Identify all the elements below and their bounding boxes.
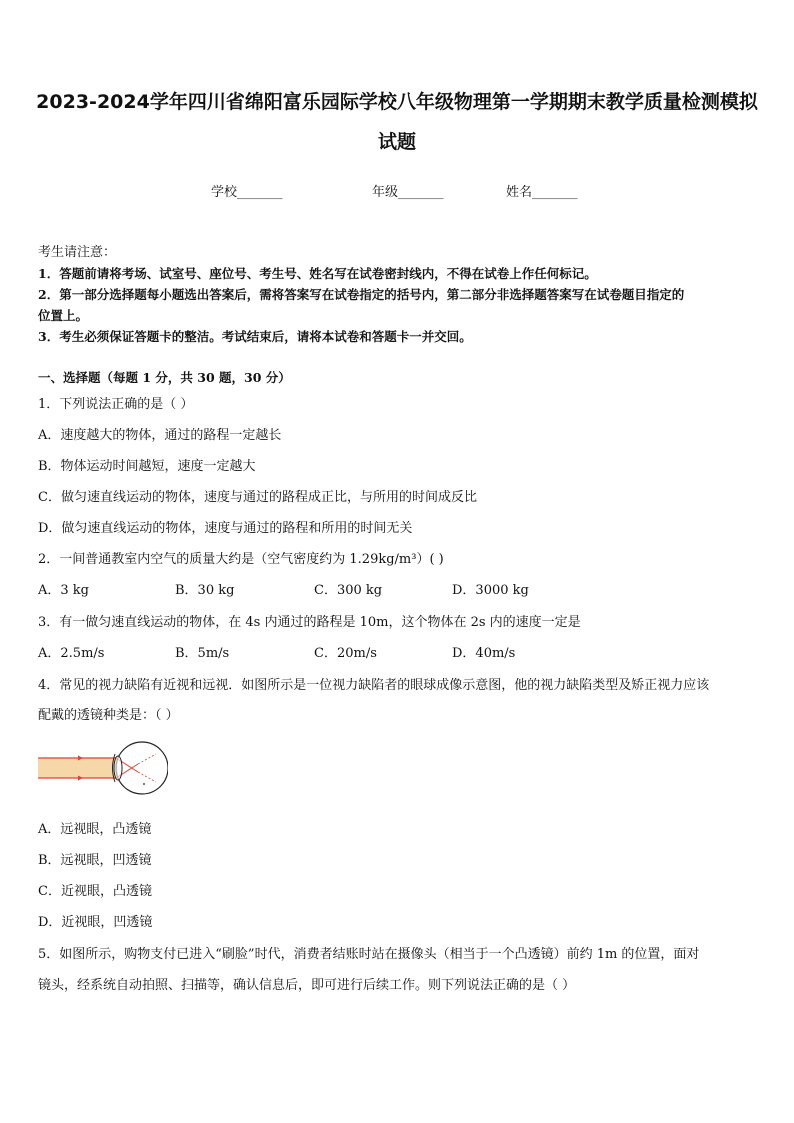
grade-field[interactable]: 年级_______ — [372, 185, 444, 200]
q3-option-d[interactable]: D．40m/s — [452, 646, 516, 661]
eye-lens — [114, 756, 122, 780]
eyeball-outline — [116, 742, 168, 794]
eye-imaging-diagram — [38, 736, 168, 808]
diverging-ray-2 — [138, 754, 156, 764]
q1-stem: 1．下列说法正确的是（ ） — [38, 397, 194, 412]
q4-option-c[interactable]: C．近视眼，凸透镜 — [38, 884, 152, 899]
q4-option-b[interactable]: B．远视眼，凹透镜 — [38, 853, 152, 868]
q5-stem-line2: 镜头，经系统自动拍照、扫描等，确认信息后，即可进行后续工作。则下列说法正确的是（ ） — [38, 978, 576, 993]
q2-option-b[interactable]: B．30 kg — [175, 583, 235, 598]
light-beam — [38, 758, 118, 778]
notice-item-2-line2: 位置上。 — [38, 308, 89, 323]
q4-option-a[interactable]: A．远视眼，凸透镜 — [38, 822, 152, 837]
q3-options — [38, 644, 738, 664]
exam-title-line1: 2023-2024学年四川省绵阳富乐园际学校八年级物理第一学期期末教学质量检测模拟 — [36, 91, 758, 113]
retina-mark — [143, 783, 145, 785]
school-field[interactable]: 学校_______ — [211, 185, 283, 200]
q2-stem: 2．一间普通教室内空气的质量大约是（空气密度约为 1.29kg/m³）( ) — [38, 552, 444, 567]
q2-option-d[interactable]: D．3000 kg — [452, 583, 529, 598]
notice-item-1: 1．答题前请将考场、试室号、座位号、考生号、姓名写在试卷密封线内，不得在试卷上作任何标记。 — [38, 266, 597, 281]
q3-option-a[interactable]: A．2.5m/s — [38, 646, 105, 661]
q1-option-c[interactable]: C．做匀速直线运动的物体，速度与通过的路程成正比，与所用的时间成反比 — [38, 490, 477, 505]
q4-stem-line2: 配戴的透镜种类是：（ ） — [38, 708, 179, 723]
notice-heading: 考生请注意： — [38, 245, 117, 260]
diverging-ray-1 — [138, 772, 156, 782]
q2-options — [38, 581, 738, 601]
q3-option-c[interactable]: C．20m/s — [314, 646, 377, 661]
section-heading: 一、选择题（每题 1 分，共 30 题，30 分） — [38, 370, 291, 385]
q3-option-b[interactable]: B．5m/s — [175, 646, 230, 661]
q3-stem: 3．有一做匀速直线运动的物体，在 4s 内通过的路程是 10m，这个物体在 2s 内的速度一定是 — [38, 615, 581, 630]
notice-item-2-line1: 2．第一部分选择题每小题选出答案后，需将答案写在试卷指定的括号内，第二部分非选择题答案写在试卷题目指定的 — [38, 287, 685, 302]
q1-option-a[interactable]: A．速度越大的物体，通过的路程一定越长 — [38, 428, 282, 443]
exam-title-line2: 试题 — [377, 131, 416, 153]
q4-stem-line1: 4．常见的视力缺陷有近视和远视．如图所示是一位视力缺陷者的眼球成像示意图，他的视力缺陷类型及矫正视力应该 — [38, 678, 710, 693]
q2-option-a[interactable]: A．3 kg — [38, 583, 89, 598]
q4-option-d[interactable]: D．近视眼，凹透镜 — [38, 915, 153, 930]
name-field[interactable]: 姓名_______ — [506, 185, 578, 200]
notice-item-3: 3．考生必须保证答题卡的整洁。考试结束后，请将本试卷和答题卡一并交回。 — [38, 329, 472, 344]
q1-option-d[interactable]: D．做匀速直线运动的物体，速度与通过的路程和所用的时间无关 — [38, 521, 413, 536]
q1-option-b[interactable]: B．物体运动时间越短，速度一定越大 — [38, 459, 256, 474]
q2-option-c[interactable]: C．300 kg — [314, 583, 383, 598]
q5-stem-line1: 5．如图所示，购物支付已进入“刷脸”时代，消费者结账时站在摄像头（相当于一个凸透镜）前约 1m 的位置，面对 — [38, 947, 700, 962]
